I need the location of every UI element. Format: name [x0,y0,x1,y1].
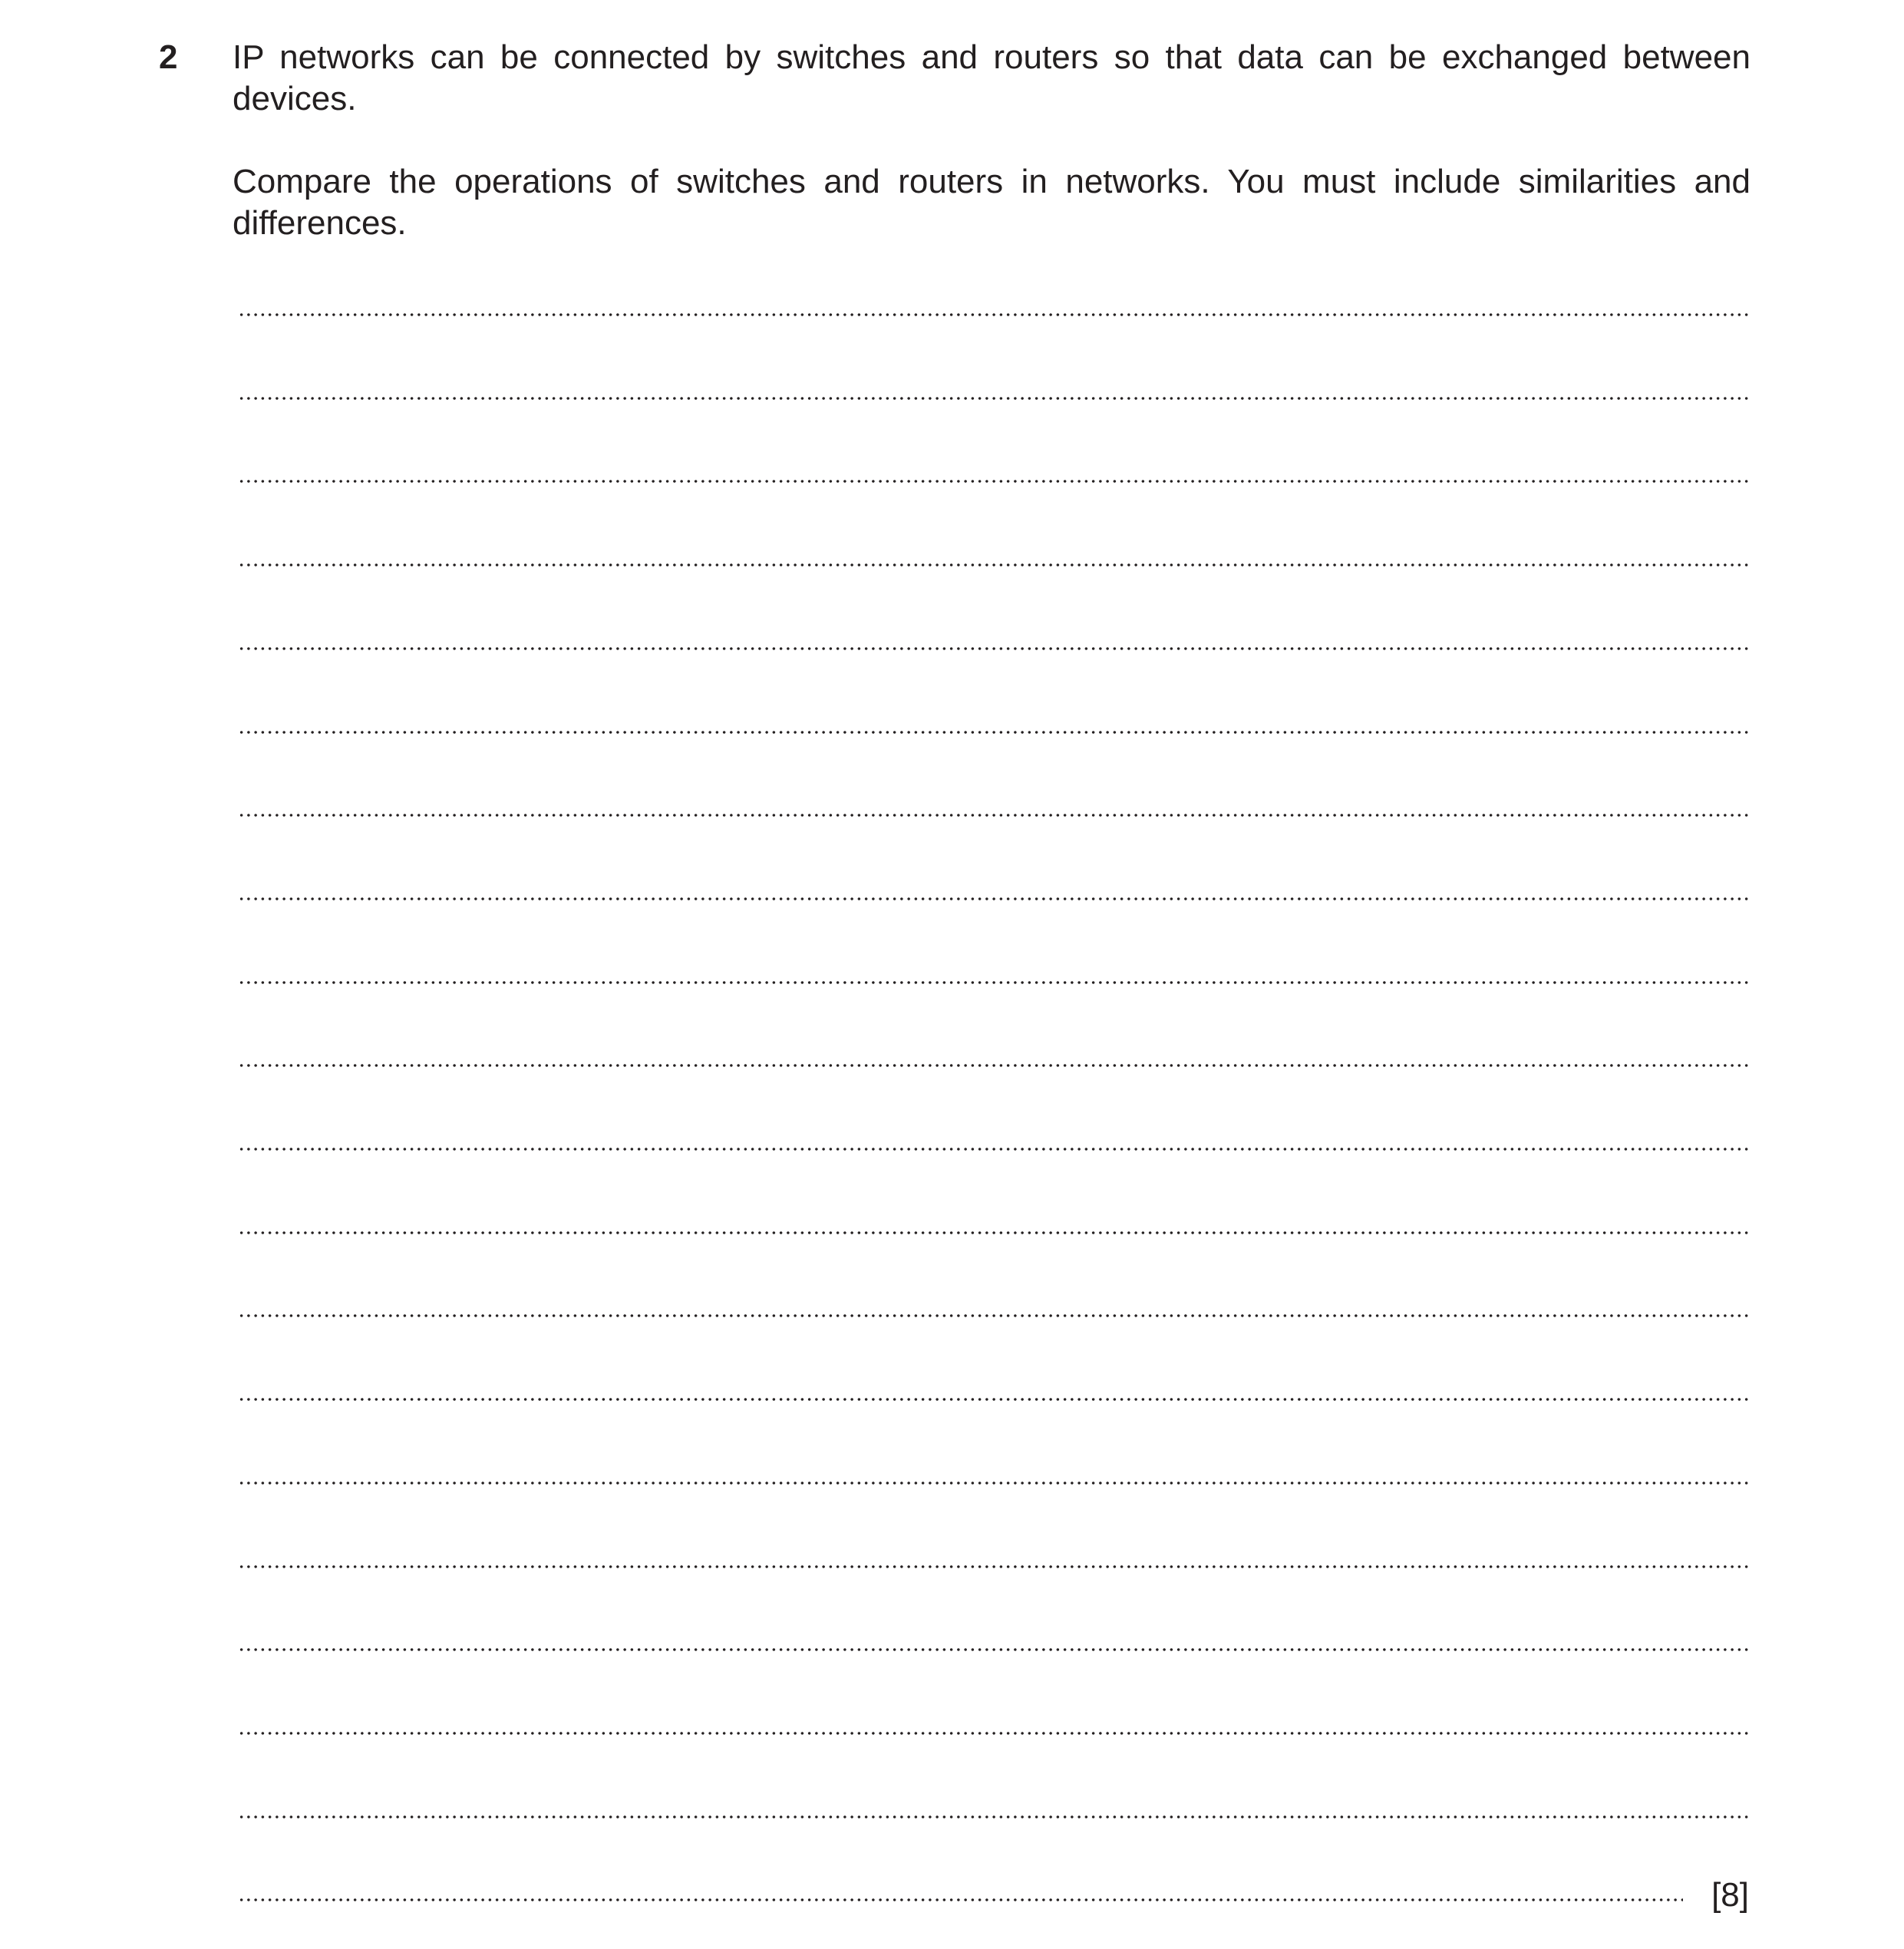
answer-line[interactable] [238,313,1749,316]
answer-line[interactable] [238,1732,1749,1735]
marks-label: [8] [1711,1876,1749,1914]
question-intro: IP networks can be connected by switches and routers so that data can be exchanged between devices. [233,38,1751,117]
answer-line[interactable] [238,1064,1749,1067]
answer-line[interactable] [238,731,1749,734]
question-instruction: Compare the operations of switches and routers in networks. You must include similarities and differences. [233,163,1751,242]
answer-line[interactable] [238,1565,1749,1568]
answer-line[interactable] [238,1398,1749,1401]
answer-line[interactable] [238,1148,1749,1151]
answer-area[interactable] [238,0,1749,1949]
answer-line[interactable] [238,981,1749,984]
answer-line[interactable] [238,814,1749,817]
answer-line[interactable] [238,397,1749,400]
answer-line[interactable] [238,1314,1749,1317]
answer-line[interactable] [238,1231,1749,1234]
answer-line[interactable] [238,1898,1683,1901]
answer-line[interactable] [238,1815,1749,1819]
answer-line[interactable] [238,480,1749,483]
answer-line[interactable] [238,1648,1749,1651]
answer-line[interactable] [238,563,1749,567]
answer-line[interactable] [238,647,1749,650]
question-number: 2 [159,38,178,76]
answer-line[interactable] [238,1482,1749,1485]
answer-line[interactable] [238,897,1749,900]
